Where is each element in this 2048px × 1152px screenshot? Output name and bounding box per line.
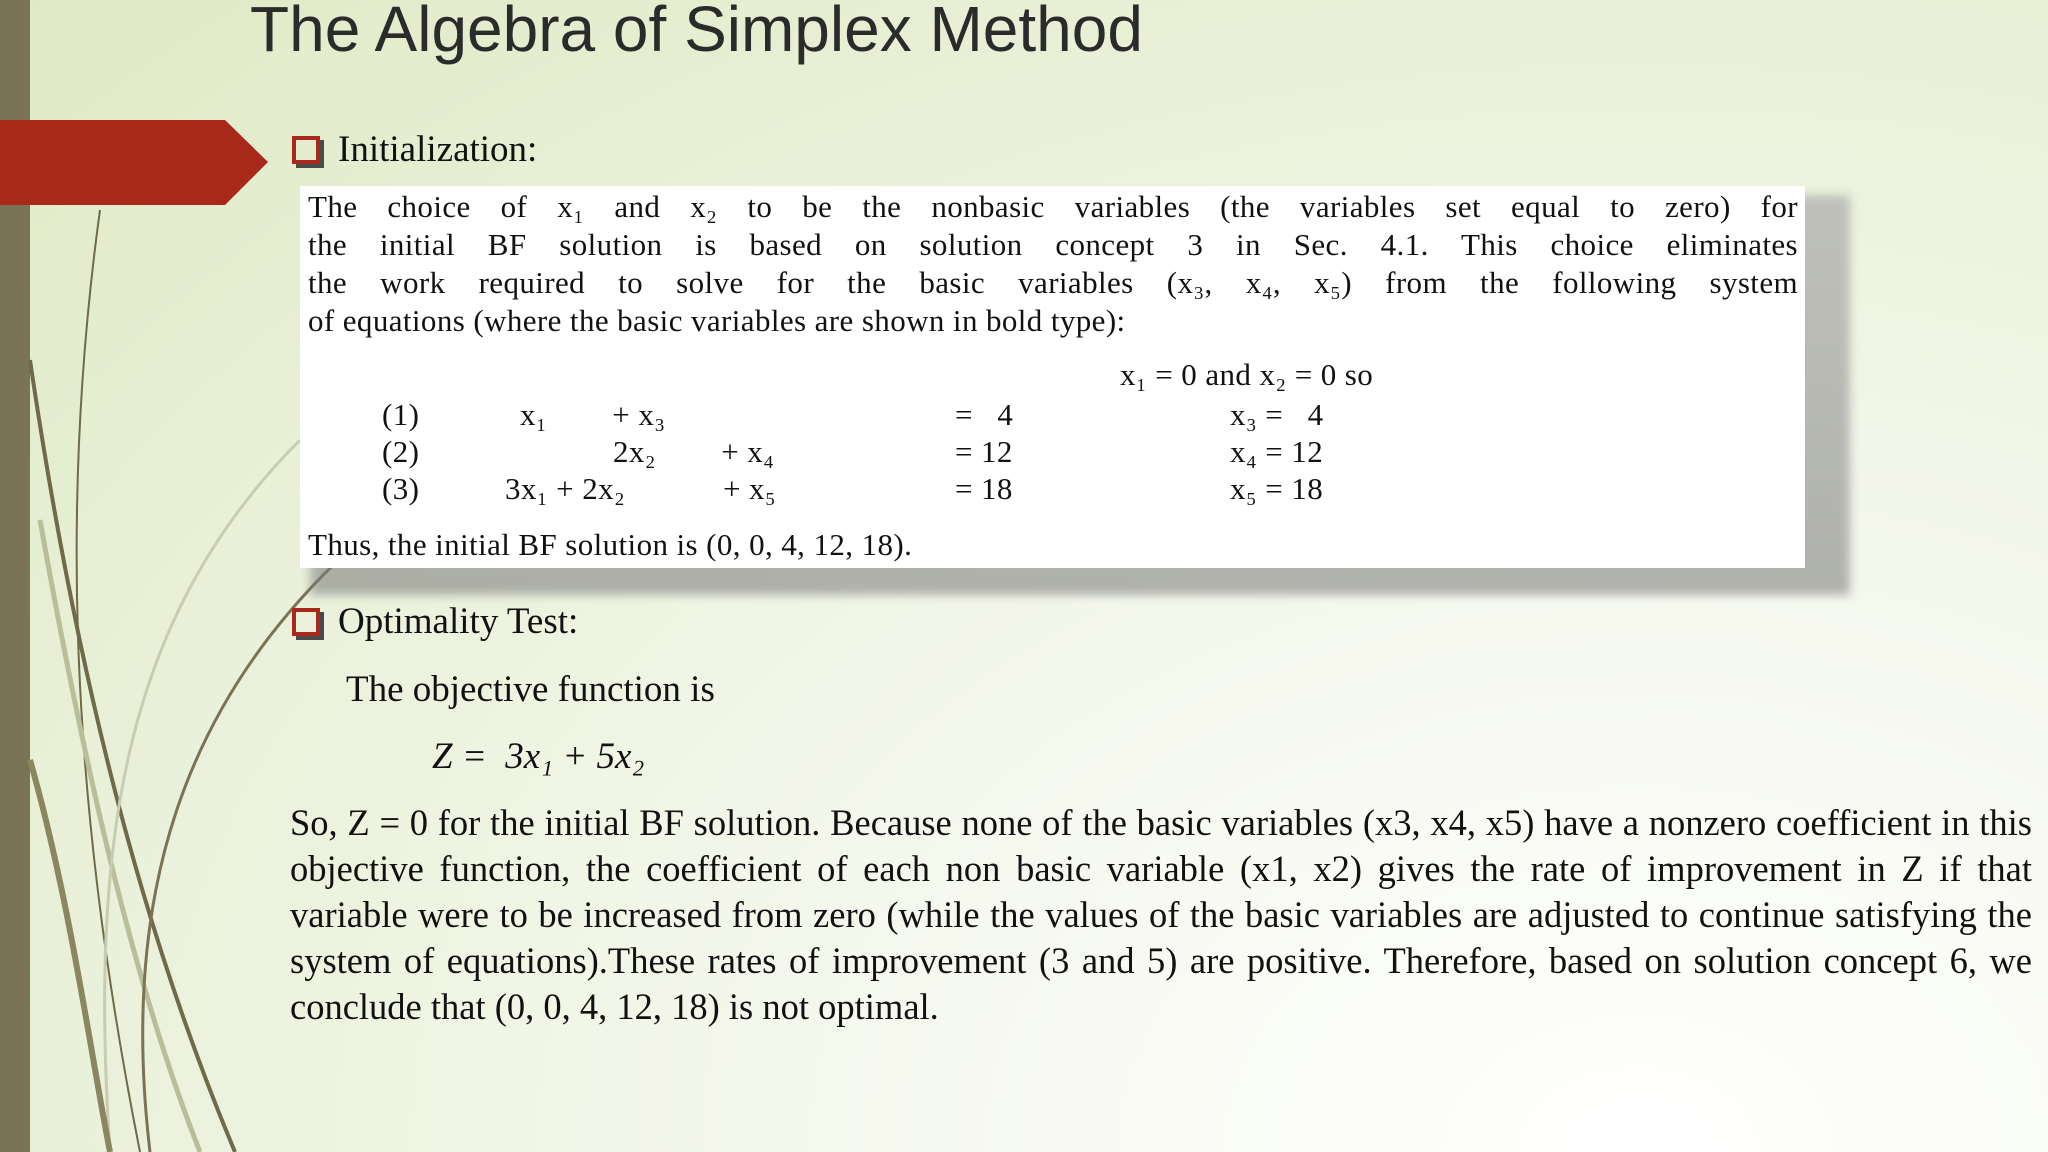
excerpt-conclusion: Thus, the initial BF solution is (0, 0, 4, 12, 18). (308, 527, 913, 562)
equation-rhs: = 18 (955, 471, 1013, 506)
bullet-initialization (292, 128, 537, 171)
objective-formula: Z = 3x₁ + 5x₂ (432, 736, 645, 777)
excerpt-paragraph (308, 188, 1798, 340)
equation-number: (1) (382, 397, 420, 432)
excerpt-line: The choice of x₁ and x₂ to be the nonbasic variables (the variables set equal to zero) for (308, 189, 1798, 224)
equation-solution: x₅ = 18 (1230, 471, 1324, 506)
excerpt-line: of equations (where the basic variables are shown in bold type): (308, 303, 1126, 338)
checkbox-bullet-icon (292, 608, 320, 636)
objective-intro: The objective function is (346, 669, 715, 710)
textbook-excerpt-image (300, 186, 1805, 568)
bullet-label: Initialization: (338, 129, 538, 170)
equation-lhs: x₁ + x₃ (520, 397, 666, 432)
bullet-optimality-test (292, 600, 578, 643)
equation-rhs: = 12 (955, 434, 1013, 469)
explanation-paragraph: So, Z = 0 for the initial BF solution. Because none of the basic variables (x3, x4, x5) have a nonzero coefficient in this objective function, the coefficient of each non basic variable (x1, x2) gives the rate of improvement in Z if that variable were to be increased from zero (while the values of the basic variables are adjusted to continue satisfying the system of equations).These rates of improvement (3 and 5) are positive. Therefore, based on solution concept 6, we conclude that (0, 0, 4, 12, 18) is not optimal. (290, 802, 2032, 1027)
condition-text: x₁ = 0 and x₂ = 0 so (1120, 357, 1374, 392)
equation-rhs: = 4 (955, 397, 1014, 432)
equation-solution: x₃ = 4 (1230, 397, 1324, 432)
equation-number: (2) (382, 434, 420, 469)
slide-title: The Algebra of Simplex Method (250, 0, 1143, 65)
red-arrow-banner (0, 120, 268, 205)
excerpt-line: the initial BF solution is based on solution concept 3 in Sec. 4.1. This choice eliminates (308, 227, 1798, 262)
equation-number: (3) (382, 471, 420, 506)
excerpt-line: the work required to solve for the basic variables (x₃, x₄, x₅) from the following system (308, 265, 1798, 300)
equation-lhs: 2x₂ + x₄ (613, 434, 775, 469)
equation-lhs: 3x₁ + 2x₂ + x₅ (505, 471, 777, 506)
checkbox-bullet-icon (292, 136, 320, 164)
bullet-label: Optimality Test: (338, 601, 579, 642)
equation-solution: x₄ = 12 (1230, 434, 1324, 469)
